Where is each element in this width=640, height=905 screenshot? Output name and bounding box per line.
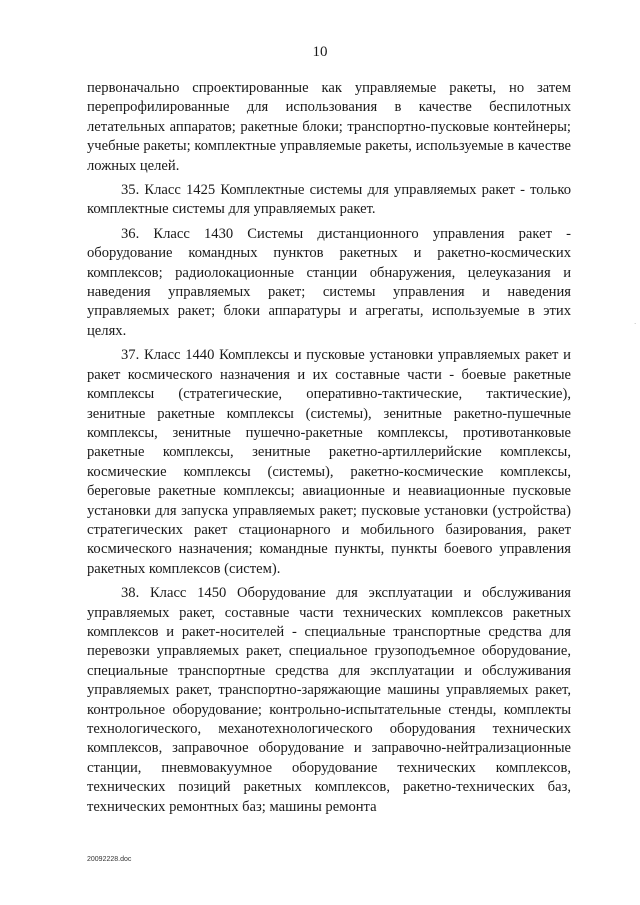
document-body — [87, 79, 571, 817]
page-number: 10 — [312, 44, 328, 60]
margin-mark: . — [634, 318, 636, 326]
paragraph-class-1450: 38. Класс 1450 Оборудование для эксплуатации и обслуживания управляемых ракет, составные части технических комплексов ракетных комплексов и ракет-носителей - специальные транспортные средства для перевозки управляемых ракет, специальное грузоподъемное оборудование, специальные транспортные средства для эксплуатации и обслуживания управляемых ракет, транспортно-заряжающие машины управляемых ракет, контрольное оборудование; контрольно-испытательные стенды, комплекты технологического, механотехнологического оборудования технических комплексов, заправочное оборудование и заправочно-нейтрализационные станции, пневмовакуумное оборудование технических комплексов, технических позиций ракетных комплексов, ракетно-технических баз, технических ремонтных баз; машины ремонта — [87, 585, 571, 815]
paragraph-class-1425: 35. Класс 1425 Комплектные системы для управляемых ракет - только комплектные системы для управляемых ракет. — [87, 182, 571, 218]
paragraph-class-1430: 36. Класс 1430 Системы дистанционного управления ракет - оборудование командных пунктов ракетных и ракетно-космических комплексов; радиолокационные станции обнаружения, целеуказания и наведения управляемых ракет; системы управления и наведения управляемых ракет; блоки аппаратуры и агрегаты, используемые в этих целях. — [87, 225, 571, 339]
footer-filename: 20092228.doc — [87, 856, 132, 863]
paragraph-class-1440: 37. Класс 1440 Комплексы и пусковые установки управляемых ракет и ракет космического назначения и их составные части - боевые ракетные комплексы (стратегические, оперативно-тактические, тактические), зенитные ракетные комплексы (системы), зенитные ракетно-пушечные комплексы, зенитные пушечно-ракетные комплексы, противотанковые ракетные комплексы, зенитные ракетно-артиллерийские комплексы, космические комплексы (системы), ракетно-космические комплексы, береговые ракетные комплексы; авиационные и неавиационные пусковые установки для запуска управляемых ракет; пусковые установки (устройства) стратегических ракет стационарного и мобильного базирования, ракет космического назначения; командные пункты, пункты боевого управления ракетных комплексов (систем). — [87, 347, 571, 577]
paragraph-continuation: первоначально спроектированные как управляемые ракеты, но затем перепрофилированные для использования в качестве беспилотных летательных аппаратов; ракетные блоки; транспортно-пусковые контейнеры; учебные ракеты; комплектные управляемые ракеты, используемые в качестве ложных целей. — [87, 80, 571, 174]
